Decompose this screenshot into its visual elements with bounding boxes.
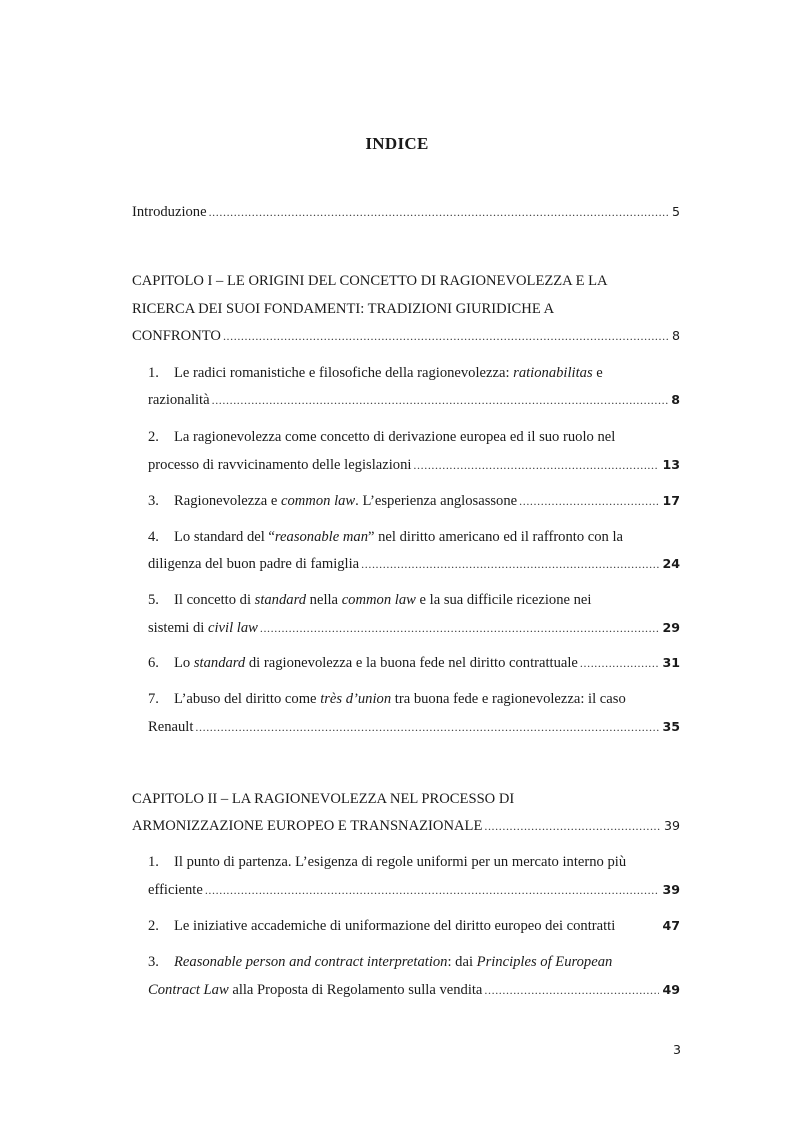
section-number: 3. — [148, 493, 159, 509]
section-text: Renault — [148, 719, 194, 735]
toc-page-number: 13 — [662, 457, 680, 472]
leader-dots — [519, 490, 659, 512]
toc-section-2-3-line2[interactable] — [148, 979, 680, 1001]
section-number: 2. — [148, 918, 159, 934]
leader-dots — [361, 553, 659, 575]
section-text-italic: standard — [254, 592, 307, 608]
section-number: 3. — [148, 954, 159, 970]
toc-page-number: 8 — [671, 392, 680, 407]
section-text: sistemi di — [148, 620, 208, 636]
toc-entry-chapter1[interactable] — [132, 325, 680, 347]
section-text: La ragionevolezza come concetto di derivazione europea ed il suo ruolo nel — [174, 429, 616, 445]
toc-section-1-5-line1[interactable] — [148, 589, 591, 611]
toc-entry-label: Introduzione — [132, 204, 207, 220]
section-text: di ragionevolezza e la buona fede nel diritto contrattuale — [245, 655, 578, 671]
toc-page-number: 8 — [671, 328, 680, 343]
toc-section-1-4-line2[interactable] — [148, 553, 680, 575]
section-number: 4. — [148, 529, 159, 545]
toc-section-1-2-line1[interactable] — [148, 426, 615, 448]
toc-section-1-6[interactable] — [148, 652, 680, 674]
section-number: 2. — [148, 429, 159, 445]
section-text: alla Proposta di Regolamento sulla vendita — [228, 982, 483, 998]
section-text-italic: Reasonable person and contract interpretation — [174, 954, 448, 970]
toc-section-1-1-line1[interactable] — [148, 362, 603, 384]
section-text-italic: common law — [341, 592, 416, 608]
section-text-italic: reasonable man — [274, 529, 368, 545]
chapter1-heading-line2[interactable]: RICERCA DEI SUOI FONDAMENTI: TRADIZIONI GIURIDICHE A — [132, 301, 555, 317]
leader-dots — [212, 389, 669, 411]
toc-page-number: 24 — [662, 556, 680, 571]
leader-dots — [484, 979, 659, 1001]
section-text: Le radici romanistiche e filosofiche della ragionevolezza: — [174, 365, 514, 381]
page-title: INDICE — [365, 134, 429, 153]
section-text-italic: standard — [193, 655, 246, 671]
toc-page-number: 17 — [662, 493, 680, 508]
toc-section-1-5-line2[interactable] — [148, 617, 680, 639]
toc-entry-introduction[interactable] — [132, 201, 680, 223]
leader-dots — [413, 454, 659, 476]
section-text: razionalità — [148, 392, 210, 408]
section-text: diligenza del buon padre di famiglia — [148, 556, 360, 572]
leader-dots — [209, 201, 669, 223]
section-number: 5. — [148, 592, 159, 608]
section-text: e la sua difficile ricezione nei — [415, 592, 592, 608]
toc-page-number: 39 — [662, 882, 680, 897]
toc-page-number: 49 — [662, 982, 680, 997]
page-number: 3 — [673, 1042, 682, 1057]
section-text: : dai — [447, 954, 477, 970]
section-text: nella — [306, 592, 342, 608]
section-text: Lo standard del “ — [174, 529, 275, 545]
toc-page-number: 29 — [662, 620, 680, 635]
toc-section-1-7-line1[interactable] — [148, 688, 626, 710]
toc-page-number: 35 — [662, 719, 680, 734]
toc-section-1-7-line2[interactable] — [148, 716, 680, 738]
toc-entry-chapter2[interactable] — [132, 815, 680, 837]
toc-section-1-1-line2[interactable] — [148, 389, 680, 411]
leader-dots — [260, 617, 660, 639]
chapter1-heading-line1[interactable]: CAPITOLO I – LE ORIGINI DEL CONCETTO DI RAGIONEVOLEZZA E LA — [132, 273, 608, 289]
toc-section-1-4-line1[interactable] — [148, 526, 623, 548]
section-number: 6. — [148, 655, 159, 671]
chapter2-heading-line2: ARMONIZZAZIONE EUROPEO E TRANSNAZIONALE — [132, 818, 483, 834]
section-text-italic: très d’union — [320, 691, 392, 707]
section-text-italic: rationabilitas — [513, 365, 593, 381]
section-text: tra buona fede e ragionevolezza: il caso — [391, 691, 626, 707]
section-text: Il punto di partenza. L’esigenza di regole uniformi per un mercato interno più — [174, 854, 627, 870]
section-number: 1. — [148, 365, 159, 381]
toc-page-number: 31 — [662, 655, 680, 670]
section-text-italic: Contract Law — [148, 982, 229, 998]
section-text: Lo — [174, 655, 194, 671]
toc-section-2-3-line1[interactable] — [148, 951, 612, 973]
leader-dots — [195, 716, 659, 738]
section-text-italic: Principles of European — [476, 954, 613, 970]
chapter1-heading-line3: CONFRONTO — [132, 328, 221, 344]
leader-dots — [580, 652, 660, 674]
toc-section-2-1-line2[interactable] — [148, 879, 680, 901]
toc-page-number: 5 — [671, 204, 680, 219]
toc-page-number: 47 — [662, 918, 680, 933]
section-number: 7. — [148, 691, 159, 707]
leader-dots — [484, 815, 661, 837]
chapter2-heading-line1[interactable]: CAPITOLO II – LA RAGIONEVOLEZZA NEL PROCESSO DI — [132, 791, 515, 807]
section-text: processo di ravvicinamento delle legislazioni — [148, 457, 412, 473]
section-text: . L’esperienza anglosassone — [355, 493, 518, 509]
toc-section-1-2-line2[interactable] — [148, 454, 680, 476]
section-text: L’abuso del diritto come — [174, 691, 321, 707]
leader-dots — [223, 325, 669, 347]
section-text: ” nel diritto americano ed il raffronto con la — [368, 529, 624, 545]
section-text: Il concetto di — [174, 592, 255, 608]
toc-section-2-1-line1[interactable] — [148, 851, 626, 873]
section-text: Le iniziative accademiche di uniformazione del diritto europeo dei contratti — [174, 918, 616, 934]
toc-page-number: 39 — [663, 818, 680, 833]
section-text: efficiente — [148, 882, 203, 898]
leader-dots — [205, 879, 660, 901]
section-text-italic: civil law — [208, 620, 258, 636]
section-number: 1. — [148, 854, 159, 870]
section-text: Ragionevolezza e — [174, 493, 281, 509]
toc-section-2-2[interactable] — [148, 915, 680, 937]
section-text-italic: common law — [280, 493, 356, 509]
section-text: e — [592, 365, 603, 381]
toc-section-1-3[interactable] — [148, 490, 680, 512]
